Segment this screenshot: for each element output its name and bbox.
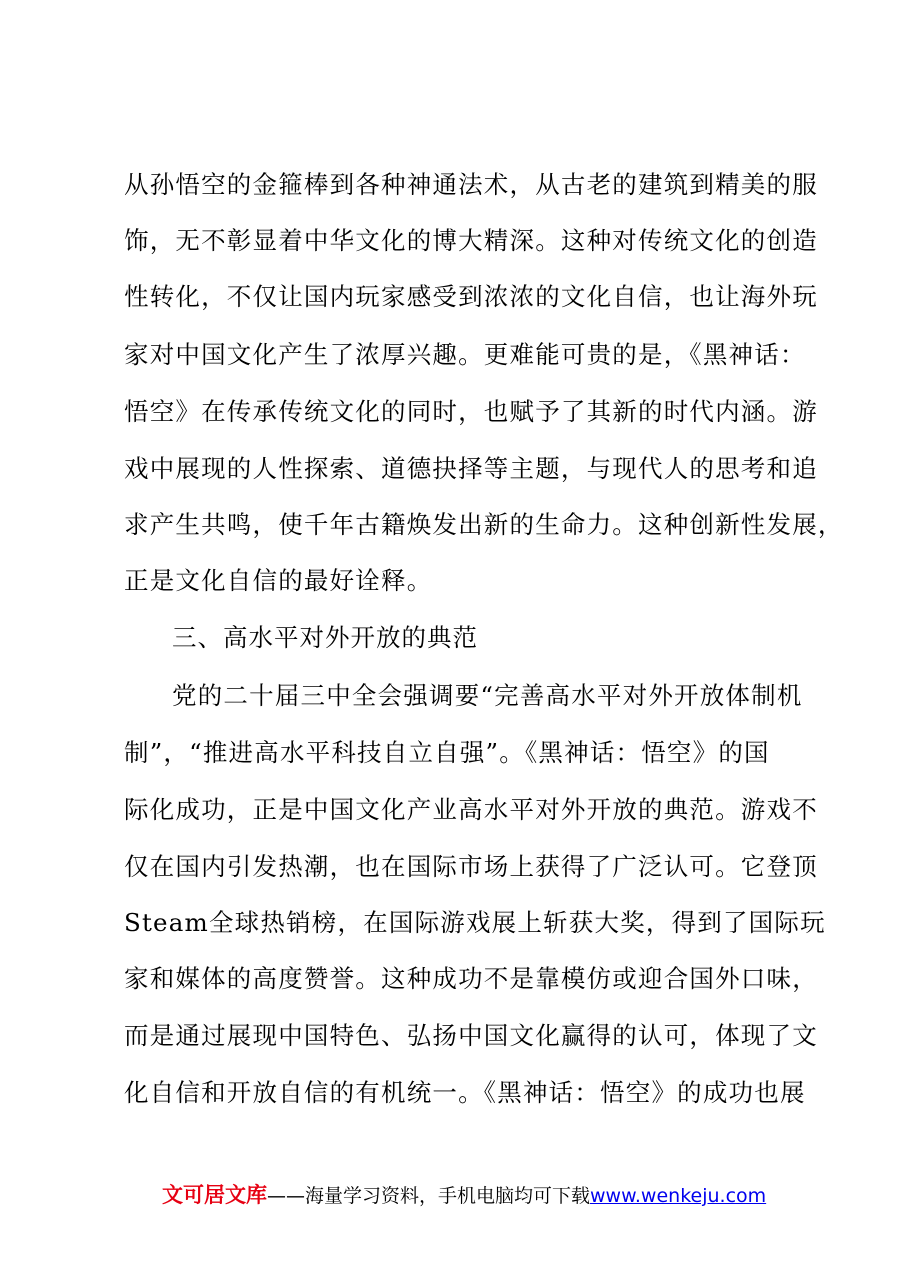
paragraph-line: 而是通过展现中国特色、弘扬中国文化赢得的认可，体现了文 bbox=[124, 1021, 818, 1050]
paragraph-line: 戏中展现的人性探索、道德抉择等主题，与现代人的思考和追 bbox=[124, 454, 818, 483]
paragraph-line: 党的二十届三中全会强调要“完善高水平对外开放体制机 bbox=[172, 681, 803, 710]
footer-slogan: ——海量学习资料，手机电脑均可下载 bbox=[267, 1185, 591, 1207]
paragraph-line: 饰，无不彰显着中华文化的博大精深。这种对传统文化的创造 bbox=[124, 226, 818, 255]
paragraph-line: 求产生共鸣，使千年古籍焕发出新的生命力。这种创新性发展， bbox=[124, 510, 844, 539]
paragraph-line: 际化成功，正是中国文化产业高水平对外开放的典范。游戏不 bbox=[124, 795, 818, 824]
paragraph-line: 仅在国内引发热潮，也在国际市场上获得了广泛认可。它登顶 bbox=[124, 852, 818, 881]
paragraph-line: 悟空》在传承传统文化的同时，也赋予了其新的时代内涵。游 bbox=[124, 397, 818, 426]
footer-link[interactable]: www.wenkeju.com bbox=[590, 1185, 767, 1207]
footer bbox=[162, 1182, 766, 1209]
paragraph-line: 从孙悟空的金箍棒到各种神通法术，从古老的建筑到精美的服 bbox=[124, 170, 818, 199]
section-heading: 三、高水平对外开放的典范 bbox=[172, 623, 478, 652]
paragraph-line: 家对中国文化产生了浓厚兴趣。更难能可贵的是，《黑神话： bbox=[124, 340, 806, 369]
paragraph-line: 性转化，不仅让国内玩家感受到浓浓的文化自信，也让海外玩 bbox=[124, 282, 818, 311]
paragraph-line: 制”，“推进高水平科技自立自强”。《黑神话：悟空》的国 bbox=[124, 738, 770, 767]
paragraph-line: Steam全球热销榜，在国际游戏展上斩获大奖，得到了国际玩 bbox=[124, 908, 826, 937]
footer-brand: 文可居文库 bbox=[162, 1183, 267, 1207]
paragraph-line: 家和媒体的高度赞誉。这种成功不是靠模仿或迎合国外口味， bbox=[124, 964, 818, 993]
paragraph-line: 化自信和开放自信的有机统一。《黑神话：悟空》的成功也展 bbox=[124, 1078, 806, 1107]
paragraph-line: 正是文化自信的最好诠释。 bbox=[124, 566, 433, 595]
